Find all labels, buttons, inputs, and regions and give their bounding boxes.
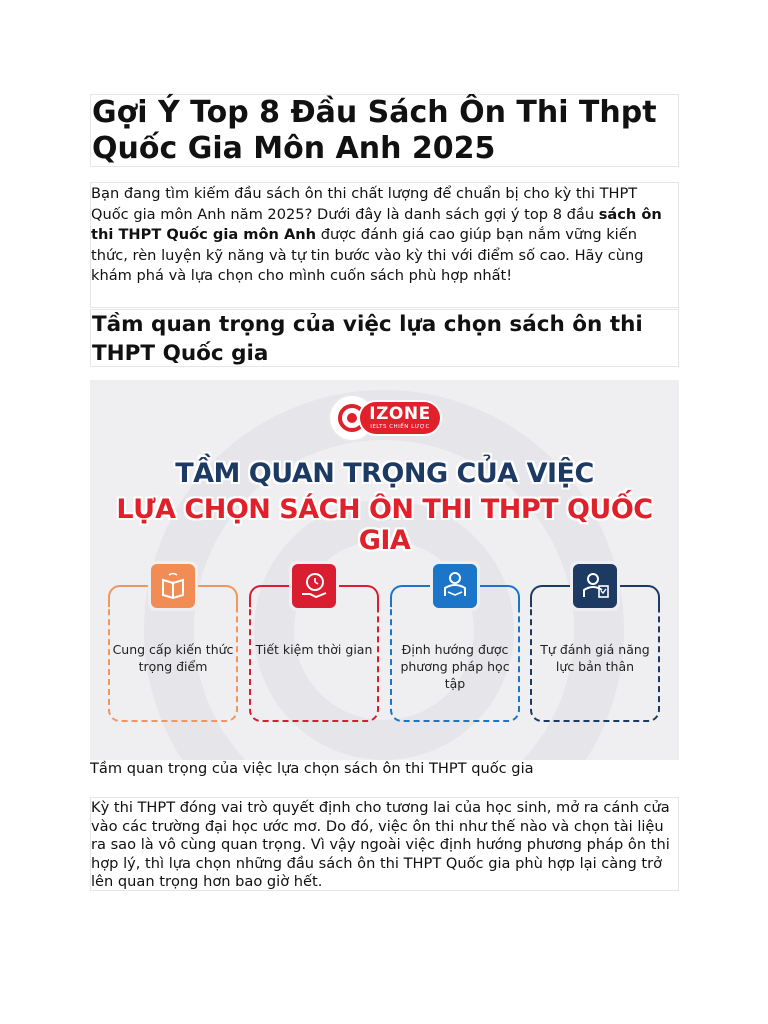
card-self-assess bbox=[530, 585, 660, 722]
student-reading-icon bbox=[433, 564, 477, 608]
figure-title-line1: TẦM QUAN TRỌNG CỦA VIỆC bbox=[175, 458, 594, 489]
figure-title-line2: LỰA CHỌN SÁCH ÔN THI THPT QUỐC GIA bbox=[116, 494, 653, 556]
logo-name: IZONE bbox=[369, 404, 431, 424]
figure-caption: Tầm quan trọng của việc lựa chọn sách ôn thi THPT quốc gia bbox=[90, 760, 534, 777]
infographic-image bbox=[90, 380, 679, 760]
article-title: Gợi Ý Top 8 Đầu Sách Ôn Thi Thpt Quốc Gia Môn Anh 2025 bbox=[92, 95, 657, 166]
article-title-box bbox=[90, 94, 679, 167]
intro-bold-link: sách ôn thi THPT Quốc gia môn Anh bbox=[91, 205, 662, 243]
body-paragraph-box bbox=[90, 797, 679, 891]
logo-subtitle: IELTS CHIẾN LƯỢC bbox=[370, 424, 430, 430]
section-heading: Tầm quan trọng của việc lựa chọn sách ôn thi THPT Quốc gia bbox=[92, 312, 643, 366]
intro-box bbox=[90, 182, 679, 308]
intro-text-before: Bạn đang tìm kiếm đầu sách ôn thi chất lượng để chuẩn bị cho kỳ thi THPT Quốc gia môn Anh năm 2025? Dưới đây là danh sách gợi ý top 8 đầu bbox=[91, 185, 638, 223]
izone-logo bbox=[330, 396, 440, 440]
book-icon bbox=[151, 564, 195, 608]
self-assessment-icon bbox=[573, 564, 617, 608]
card-label: Tiết kiệm thời gian bbox=[255, 642, 373, 657]
card-label: Định hướng được phương pháp học tập bbox=[400, 642, 510, 691]
clock-hand-icon bbox=[292, 564, 336, 608]
intro-paragraph bbox=[91, 183, 678, 287]
card-save-time bbox=[249, 585, 379, 722]
intro-text-after: được đánh giá cao giúp bạn nắm vững kiến thức, rèn luyện kỹ năng và tự tin bước vào kỳ thi với điểm số cao. Hãy cùng khám phá và lựa chọn cho mình cuốn sách phù hợp nhất! bbox=[91, 226, 644, 284]
body-paragraph: Kỳ thi THPT đóng vai trò quyết định cho tương lai của học sinh, mở ra cánh cửa vào các trường đại học ước mơ. Do đó, việc ôn thi như thế nào và chọn tài liệu ra sao là vô cùng quan trọng. Vì vậy ngoài việc định hướng phương pháp ôn thi hợp lý, thì lựa chọn những đầu sách ôn thi THPT Quốc gia phù hợp lại càng trở lên quan trọng hơn bao giờ hết. bbox=[91, 799, 670, 891]
card-method bbox=[390, 585, 520, 722]
card-knowledge bbox=[108, 585, 238, 722]
logo-pill bbox=[360, 402, 440, 434]
card-label: Cung cấp kiến thức trọng điểm bbox=[112, 642, 234, 674]
card-label: Tự đánh giá năng lực bản thân bbox=[540, 642, 650, 674]
section-heading-box bbox=[90, 309, 679, 367]
